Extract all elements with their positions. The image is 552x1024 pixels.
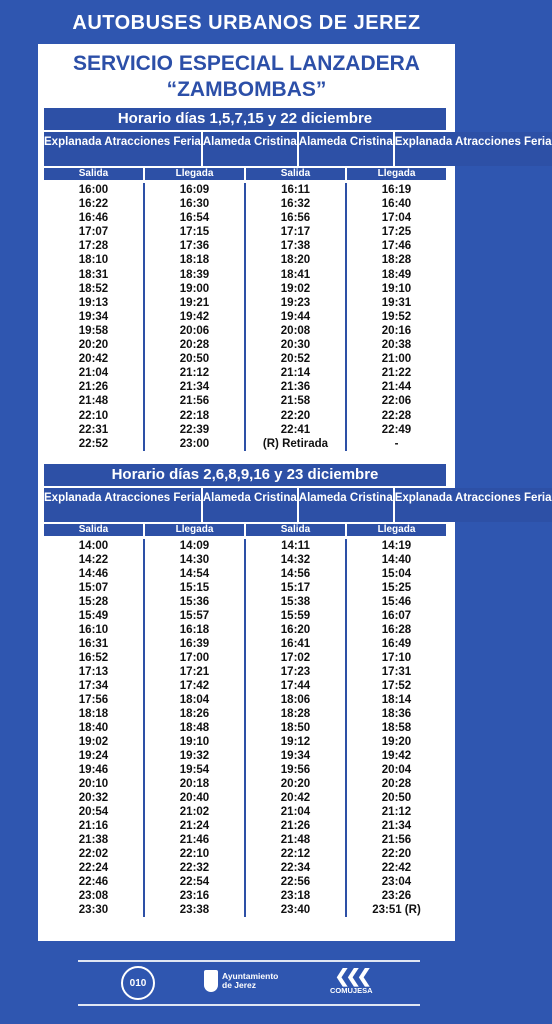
time-cell: 18:39	[179, 268, 210, 281]
time-cell: 16:19	[381, 184, 412, 196]
time-cell: 20:06	[179, 324, 210, 337]
time-cell: 21:12	[179, 367, 210, 380]
column-header: Alameda Cristina	[203, 132, 299, 166]
time-cell: 17:56	[78, 694, 109, 707]
time-cell: 21:46	[179, 834, 210, 847]
time-cell: 15:38	[280, 596, 311, 609]
time-cell: 15:25	[381, 582, 412, 595]
time-cell: 15:04	[381, 568, 412, 581]
time-cell: 18:36	[381, 708, 412, 721]
time-cell: 19:21	[179, 296, 210, 309]
time-cell: 22:32	[179, 862, 210, 875]
time-cell: 21:02	[179, 806, 210, 819]
schedule-block-1	[44, 108, 552, 451]
time-cell: 19:02	[280, 282, 311, 295]
times-column	[44, 539, 145, 917]
column-subheaders	[44, 168, 446, 180]
time-cell: 18:41	[280, 268, 311, 281]
time-cell: 15:15	[179, 582, 210, 595]
time-cell: 18:52	[78, 282, 109, 295]
time-cell: 22:24	[78, 862, 109, 875]
time-cell: 23:08	[78, 890, 109, 903]
time-cell: 19:10	[381, 282, 412, 295]
service-title: SERVICIO ESPECIAL LANZADERA	[73, 52, 420, 75]
time-cell: 16:40	[381, 198, 412, 211]
010-logo-icon	[121, 966, 155, 1000]
time-cell: 20:32	[78, 792, 109, 805]
times-column	[246, 183, 347, 451]
time-cell: 20:04	[381, 764, 412, 777]
column-type: Salida	[246, 524, 347, 536]
column-type: Llegada	[347, 168, 446, 180]
time-cell: 17:02	[280, 652, 311, 665]
time-cell: 15:59	[280, 610, 311, 623]
column-header: Explanada Atracciones Feria	[44, 488, 203, 522]
comujesa-logo	[330, 966, 373, 995]
time-cell: 14:46	[78, 568, 109, 581]
schedule-block-2	[44, 464, 552, 917]
schedule-heading: Horario días 1,5,7,15 y 22 diciembre	[44, 108, 446, 130]
time-cell: 15:28	[78, 596, 109, 609]
time-cell: 22:34	[280, 862, 311, 875]
time-cell: 15:57	[179, 610, 210, 623]
time-cell: 19:34	[78, 310, 109, 323]
time-cell: 20:38	[381, 339, 412, 352]
time-cell: 19:13	[78, 296, 109, 309]
time-cell: 17:52	[381, 680, 412, 693]
time-cell: 14:56	[280, 568, 311, 581]
time-cell: 16:39	[179, 638, 210, 651]
time-cell: 21:00	[381, 353, 412, 366]
column-type: Salida	[44, 168, 145, 180]
time-cell: 17:07	[78, 226, 109, 239]
time-cell: 16:54	[179, 212, 210, 225]
time-cell: 20:50	[381, 792, 412, 805]
time-cell: 21:14	[280, 367, 311, 380]
time-cell: 17:46	[381, 240, 412, 253]
time-cell: 18:10	[78, 254, 109, 267]
time-cell: 23:16	[179, 890, 210, 903]
time-cell: 19:10	[179, 736, 210, 749]
time-cell: (R) Retirada	[262, 437, 329, 450]
time-cell: 17:38	[280, 240, 311, 253]
time-cell: 14:22	[78, 554, 109, 567]
time-cell: 17:17	[280, 226, 311, 239]
column-subheaders	[44, 524, 446, 536]
time-cell: 18:18	[78, 708, 109, 721]
time-cell: 16:52	[78, 652, 109, 665]
time-cell: 21:16	[78, 820, 109, 833]
time-cell: 17:00	[179, 652, 210, 665]
column-type: Llegada	[145, 524, 246, 536]
time-cell: 21:44	[381, 381, 412, 394]
time-cell: -	[394, 437, 399, 450]
time-cell: 16:09	[179, 184, 210, 196]
time-cell: 21:04	[78, 367, 109, 380]
time-cell: 14:00	[78, 540, 109, 552]
time-cell: 21:26	[78, 381, 109, 394]
time-cell: 17:21	[179, 666, 210, 679]
times-column	[347, 539, 446, 917]
time-cell: 22:10	[78, 409, 109, 422]
time-cell: 18:49	[381, 268, 412, 281]
time-cell: 21:24	[179, 820, 210, 833]
time-cell: 20:28	[381, 778, 412, 791]
time-cell: 22:02	[78, 848, 109, 861]
times-table	[44, 183, 446, 451]
time-cell: 22:41	[280, 423, 311, 436]
time-cell: 21:22	[381, 367, 412, 380]
page-header: AUTOBUSES URBANOS DE JEREZ	[72, 12, 421, 34]
time-cell: 20:30	[280, 339, 311, 352]
time-cell: 16:18	[179, 624, 210, 637]
time-cell: 21:56	[179, 395, 210, 408]
times-column	[145, 539, 246, 917]
time-cell: 18:28	[280, 708, 311, 721]
time-cell: 16:22	[78, 198, 109, 211]
time-cell: 18:50	[280, 722, 311, 735]
time-cell: 23:00	[179, 437, 210, 450]
footer-divider-top	[78, 960, 420, 962]
time-cell: 19:58	[78, 324, 109, 337]
time-cell: 22:20	[280, 409, 311, 422]
time-cell: 20:18	[179, 778, 210, 791]
time-cell: 23:26	[381, 890, 412, 903]
time-cell: 23:38	[179, 904, 210, 917]
time-cell: 17:28	[78, 240, 109, 253]
time-cell: 19:00	[179, 282, 210, 295]
time-cell: 17:15	[179, 226, 210, 239]
time-cell: 21:38	[78, 834, 109, 847]
time-cell: 21:34	[179, 381, 210, 394]
time-cell: 14:09	[179, 540, 210, 552]
time-cell: 14:40	[381, 554, 412, 567]
time-cell: 16:07	[381, 610, 412, 623]
time-cell: 20:08	[280, 324, 311, 337]
time-cell: 19:32	[179, 750, 210, 763]
time-cell: 19:44	[280, 310, 311, 323]
column-header: Explanada Atracciones Feria	[395, 488, 552, 522]
time-cell: 19:12	[280, 736, 311, 749]
column-headers	[44, 488, 552, 522]
time-cell: 16:56	[280, 212, 311, 225]
time-cell: 22:46	[78, 876, 109, 889]
times-column	[347, 183, 446, 451]
times-table	[44, 539, 446, 917]
time-cell: 23:30	[78, 904, 109, 917]
time-cell: 18:26	[179, 708, 210, 721]
time-cell: 20:52	[280, 353, 311, 366]
ayuntamiento-line2: de Jerez	[222, 980, 257, 990]
ayuntamiento-shield-icon	[204, 970, 218, 992]
time-cell: 18:20	[280, 254, 311, 267]
time-cell: 18:58	[381, 722, 412, 735]
time-cell: 22:52	[78, 437, 109, 450]
comujesa-logo-icon: ❮❮❮	[334, 966, 368, 986]
time-cell: 20:20	[280, 778, 311, 791]
time-cell: 23:04	[381, 876, 412, 889]
time-cell: 16:46	[78, 212, 109, 225]
time-cell: 19:52	[381, 310, 412, 323]
times-column	[44, 183, 145, 451]
time-cell: 16:28	[381, 624, 412, 637]
time-cell: 17:36	[179, 240, 210, 253]
column-header: Alameda Cristina	[299, 132, 395, 166]
time-cell: 22:49	[381, 423, 412, 436]
time-cell: 18:18	[179, 254, 210, 267]
time-cell: 23:51 (R)	[372, 904, 421, 917]
time-cell: 20:54	[78, 806, 109, 819]
time-cell: 18:06	[280, 694, 311, 707]
time-cell: 19:54	[179, 764, 210, 777]
comujesa-text: COMUJESA	[330, 986, 373, 995]
time-cell: 16:41	[280, 638, 311, 651]
time-cell: 14:30	[179, 554, 210, 567]
column-header: Alameda Cristina	[203, 488, 299, 522]
time-cell: 19:46	[78, 764, 109, 777]
time-cell: 20:42	[280, 792, 311, 805]
service-subtitle: “ZAMBOMBAS”	[166, 78, 327, 101]
logo-010-text: 010	[129, 977, 147, 989]
time-cell: 17:04	[381, 212, 412, 225]
times-column	[145, 183, 246, 451]
time-cell: 19:34	[280, 750, 311, 763]
time-cell: 23:40	[280, 904, 311, 917]
footer-divider-bottom	[78, 1004, 420, 1006]
time-cell: 22:56	[280, 876, 311, 889]
time-cell: 22:20	[381, 848, 412, 861]
column-type: Llegada	[347, 524, 446, 536]
time-cell: 18:28	[381, 254, 412, 267]
time-cell: 16:32	[280, 198, 311, 211]
time-cell: 14:11	[281, 540, 310, 552]
time-cell: 17:44	[280, 680, 311, 693]
time-cell: 15:49	[78, 610, 109, 623]
time-cell: 14:19	[381, 540, 412, 552]
time-cell: 19:56	[280, 764, 311, 777]
time-cell: 21:04	[280, 806, 311, 819]
time-cell: 19:42	[381, 750, 412, 763]
time-cell: 17:34	[78, 680, 109, 693]
time-cell: 16:30	[179, 198, 210, 211]
time-cell: 14:54	[179, 568, 210, 581]
time-cell: 16:31	[78, 638, 109, 651]
time-cell: 22:42	[381, 862, 412, 875]
column-header: Explanada Atracciones Feria	[395, 132, 552, 166]
time-cell: 21:56	[381, 834, 412, 847]
time-cell: 20:20	[78, 339, 109, 352]
time-cell: 15:07	[78, 582, 109, 595]
ayuntamiento-logo	[204, 970, 278, 992]
time-cell: 16:00	[78, 184, 109, 196]
time-cell: 20:50	[179, 353, 210, 366]
time-cell: 21:34	[381, 820, 412, 833]
time-cell: 19:42	[179, 310, 210, 323]
schedule-heading: Horario días 2,6,8,9,16 y 23 diciembre	[44, 464, 446, 486]
time-cell: 15:17	[280, 582, 311, 595]
time-cell: 17:42	[179, 680, 210, 693]
time-cell: 18:31	[78, 268, 109, 281]
time-cell: 18:48	[179, 722, 210, 735]
time-cell: 16:49	[381, 638, 412, 651]
time-cell: 17:10	[381, 652, 412, 665]
time-cell: 22:28	[381, 409, 412, 422]
time-cell: 19:20	[381, 736, 412, 749]
time-cell: 17:23	[280, 666, 311, 679]
time-cell: 18:14	[381, 694, 412, 707]
time-cell: 23:18	[280, 890, 311, 903]
ayuntamiento-line1: Ayuntamiento	[222, 971, 279, 981]
time-cell: 17:25	[381, 226, 412, 239]
column-type: Salida	[44, 524, 145, 536]
time-cell: 19:23	[280, 296, 311, 309]
time-cell: 21:58	[280, 395, 311, 408]
time-cell: 18:04	[179, 694, 210, 707]
time-cell: 15:46	[381, 596, 412, 609]
time-cell: 22:31	[78, 423, 109, 436]
time-cell: 22:10	[179, 848, 210, 861]
column-headers	[44, 132, 552, 166]
time-cell: 21:48	[78, 395, 109, 408]
time-cell: 21:26	[280, 820, 311, 833]
time-cell: 16:10	[78, 624, 109, 637]
column-type: Llegada	[145, 168, 246, 180]
column-header: Alameda Cristina	[299, 488, 395, 522]
time-cell: 22:18	[179, 409, 210, 422]
time-cell: 19:02	[78, 736, 109, 749]
time-cell: 17:31	[381, 666, 412, 679]
time-cell: 20:10	[78, 778, 109, 791]
time-cell: 22:54	[179, 876, 210, 889]
time-cell: 17:13	[78, 666, 109, 679]
column-header: Explanada Atracciones Feria	[44, 132, 203, 166]
time-cell: 21:36	[280, 381, 311, 394]
time-cell: 22:12	[280, 848, 311, 861]
time-cell: 18:40	[78, 722, 109, 735]
time-cell: 19:24	[78, 750, 109, 763]
time-cell: 21:12	[381, 806, 412, 819]
time-cell: 15:36	[179, 596, 210, 609]
times-column	[246, 539, 347, 917]
time-cell: 16:11	[281, 184, 310, 196]
time-cell: 14:32	[280, 554, 311, 567]
time-cell: 22:39	[179, 423, 210, 436]
time-cell: 19:31	[381, 296, 412, 309]
time-cell: 20:42	[78, 353, 109, 366]
time-cell: 20:28	[179, 339, 210, 352]
time-cell: 16:20	[280, 624, 311, 637]
time-cell: 21:48	[280, 834, 311, 847]
time-cell: 20:40	[179, 792, 210, 805]
column-type: Salida	[246, 168, 347, 180]
time-cell: 20:16	[381, 324, 412, 337]
time-cell: 22:06	[381, 395, 412, 408]
